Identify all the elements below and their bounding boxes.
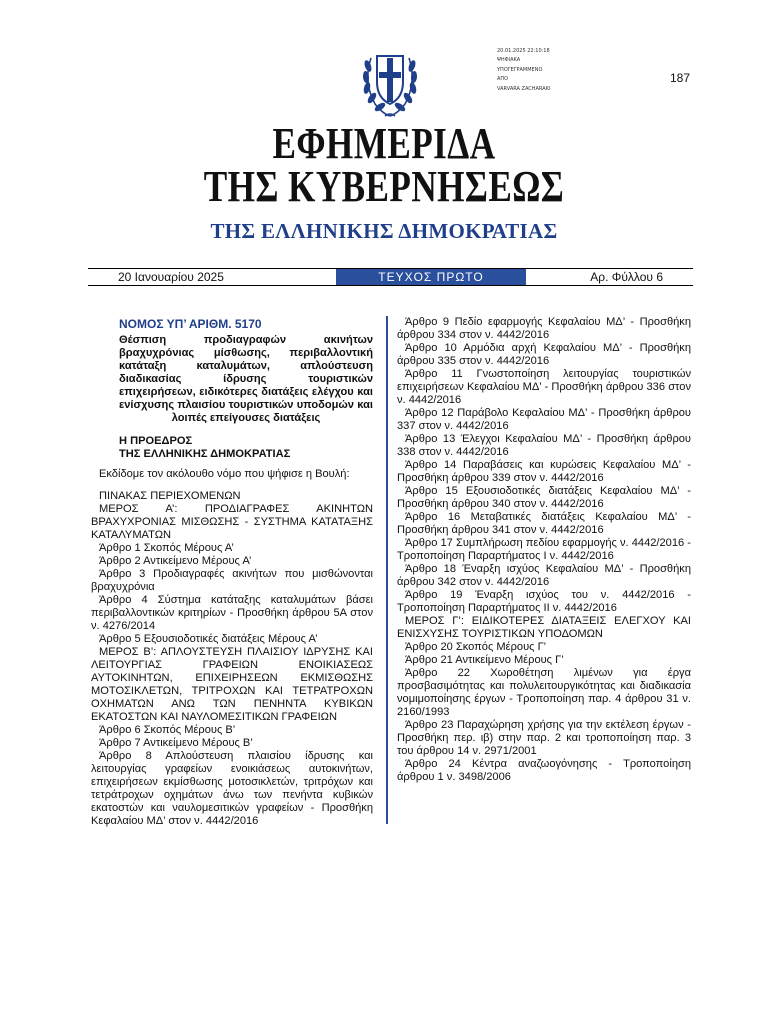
toc-entry: Άρθρο 13 Έλεγχοι Κεφαλαίου ΜΔ’ - Προσθήκη άρθρου 338 στον ν. 4442/2016: [397, 433, 691, 458]
toc-entry: ΜΕΡΟΣ Β’: ΑΠΛΟΥΣΤΕΥΣΗ ΠΛΑΙΣΙΟΥ ΙΔΡΥΣΗΣ ΚΑΙ ΛΕΙΤΟΥΡΓΙΑΣ ΓΡΑΦΕΙΩΝ ΕΝΟΙΚΙΑΣΕΩΣ ΑΥΤΟΚΙΝΗΤΩΝ, ΕΠΙΧΕΙΡΗΣΕΩΝ ΕΚΜΙΣΘΩΣΗΣ ΜΟΤΟΣΙΚΛΕΤΩΝ, ΤΡΙΤΡΟΧΩΝ ΚΑΙ ΤΕΤΡΑΤΡΟΧΩΝ ΟΧΗΜΑΤΩΝ ΑΝΩ ΤΩΝ ΠΕΝΗΝΤΑ ΚΥΒΙΚΩΝ ΕΚΑΤΟΣΤΩΝ ΚΑΙ ΝΑΥΛΟΜΕΣΙΤΙΚΩΝ ΓΡΑΦΕΙΩΝ: [91, 646, 373, 723]
law-description: Θέσπιση προδιαγραφών ακινήτων βραχυχρόνιας μίσθωσης, περιβαλλοντική κατάταξη καταλυμάτων, απλούστευση διαδικασίας ίδρυσης τουριστικών επιχειρήσεων, ειδικότερες διατάξεις ελέγχου και ενίσχυσης πλαισίου τουριστικών υποδομών και λοιπές επείγουσες διατάξεις: [119, 334, 373, 424]
toc-entry: Άρθρο 18 Έναρξη ισχύος Κεφαλαίου ΜΔ’ - Προσθήκη άρθρου 342 στον ν. 4442/2016: [397, 563, 691, 588]
page-number: 187: [670, 71, 691, 85]
enactment-formula: Εκδίδομε τον ακόλουθο νόμο που ψήφισε η Βουλή:: [99, 468, 350, 480]
toc-entry: Άρθρο 12 Παράβολο Κεφαλαίου ΜΔ’ - Προσθήκη άρθρου 337 στον ν. 4442/2016: [397, 407, 691, 432]
toc-entry: Άρθρο 21 Αντικείμενο Μέρους Γ’: [405, 654, 564, 666]
signature-line: ΨΗΦΙΑΚΑ: [497, 57, 521, 64]
signature-signer: VARVARA ZACHARAKI: [497, 85, 551, 92]
law-title: ΝΟΜΟΣ ΥΠ’ ΑΡΙΘΜ. 5170: [119, 317, 262, 331]
issue-series: ΤΕΥΧΟΣ ΠΡΩΤΟ: [336, 269, 526, 285]
issue-bar: [88, 268, 693, 286]
masthead-title-line1: ΕΦΗΜΕΡΙΔΑ: [272, 119, 496, 168]
toc-entry: Άρθρο 16 Μεταβατικές διατάξεις Κεφαλαίου ΜΔ’ - Προσθήκη άρθρου 341 στον ν. 4442/2016: [397, 511, 691, 536]
toc-entry: Άρθρο 23 Παραχώρηση χρήσης για την εκτέλεση έργων - Προσθήκη περ. ιβ) στην παρ. 2 και τροποποίηση παρ. 3 του άρθρου 14 ν. 2971/2001: [397, 719, 691, 757]
toc-entry: Άρθρο 22 Χωροθέτηση λιμένων για έργα προσβασιμότητας και πολυλειτουργικότητας και διαδικασία νομιμοποίησης έργων - Τροποποίηση παρ. 4 άρθρου 31 ν. 2160/1993: [397, 667, 691, 718]
toc-entry: Άρθρο 2 Αντικείμενο Μέρους Α’: [99, 555, 252, 567]
masthead-title-line2: ΤΗΣ ΚΥΒΕΡΝΗΣΕΩΣ: [203, 162, 565, 211]
toc-entry: ΜΕΡΟΣ Α’: ΠΡΟΔΙΑΓΡΑΦΕΣ ΑΚΙΝΗΤΩΝ ΒΡΑΧΥΧΡΟΝΙΑΣ ΜΙΣΘΩΣΗΣ - ΣΥΣΤΗΜΑ ΚΑΤΑΤΑΞΗΣ ΚΑΤΑΛΥΜΑΤΩΝ: [91, 503, 373, 541]
toc-entry: Άρθρο 9 Πεδίο εφαρμογής Κεφαλαίου ΜΔ’ - Προσθήκη άρθρου 334 στον ν. 4442/2016: [397, 316, 691, 341]
toc-entry: Άρθρο 8 Απλούστευση πλαισίου ίδρυσης και λειτουργίας γραφείων ενοικιάσεως αυτοκινήτων, επιχειρήσεων εκμίσθωσης μοτοσικλετών, τριτρόχων και τετράτροχων οχημάτων άνω των πενήντα κυβικών εκατοστών και ναυλομεσιτικών γραφείων - Προσθήκη Κεφαλαίου ΜΔ’ στον ν. 4442/2016: [91, 750, 373, 827]
digital-signature-stamp: [497, 47, 550, 94]
toc-entry: ΜΕΡΟΣ Γ’: ΕΙΔΙΚΟΤΕΡΕΣ ΔΙΑΤΑΞΕΙΣ ΕΛΕΓΧΟΥ ΚΑΙ ΕΝΙΣΧΥΣΗΣ ΤΟΥΡΙΣΤΙΚΩΝ ΥΠΟΔΟΜΩΝ: [397, 615, 691, 640]
toc-entry: Άρθρο 24 Κέντρα αναζωογόνησης - Τροποποίηση άρθρου 1 ν. 3498/2006: [397, 758, 691, 783]
toc-entry: Άρθρο 1 Σκοπός Μέρους Α’: [99, 542, 234, 554]
toc-entry: Άρθρο 19 Έναρξη ισχύος του ν. 4442/2016 - Τροποποίηση Παραρτήματος ΙΙ ν. 4442/2016: [397, 589, 691, 614]
toc-entry: Άρθρο 4 Σύστημα κατάταξης καταλυμάτων βάσει περιβαλλοντικών κριτηρίων - Προσθήκη άρθρου 5Α στον ν. 4276/2014: [91, 594, 373, 632]
signature-line: ΥΠΟΓΕΓΡΑΜΜΕΝΟ: [497, 66, 543, 73]
issue-date: 20 Ιανουαρίου 2025: [118, 270, 224, 284]
toc-entry: Άρθρο 7 Αντικείμενο Μέρους Β’: [99, 737, 253, 749]
president-heading-line2: ΤΗΣ ΕΛΛΗΝΙΚΗΣ ΔΗΜΟΚΡΑΤΙΑΣ: [119, 448, 291, 460]
sheet-number: Αρ. Φύλλου 6: [590, 270, 663, 284]
toc-entry: Άρθρο 14 Παραβάσεις και κυρώσεις Κεφαλαίου ΜΔ’ - Προσθήκη άρθρου 339 στον ν. 4442/2016: [397, 459, 691, 484]
signature-timestamp: 20.01.2025 22:10:18: [497, 48, 550, 54]
signature-line: ΑΠΟ: [497, 76, 509, 83]
toc-title: ΠΙΝΑΚΑΣ ΠΕΡΙΕΧΟΜΕΝΩΝ: [99, 490, 241, 502]
toc-entry: Άρθρο 20 Σκοπός Μέρους Γ’: [405, 641, 547, 653]
right-column: [397, 316, 691, 784]
column-divider: [386, 316, 388, 824]
toc-entry: Άρθρο 15 Εξουσιοδοτικές διατάξεις Κεφαλαίου ΜΔ’ - Προσθήκη άρθρου 340 στον ν. 4442/2016: [397, 485, 691, 510]
toc-entry: Άρθρο 6 Σκοπός Μέρους Β’: [99, 724, 236, 736]
masthead-subtitle: ΤΗΣ ΕΛΛΗΝΙΚΗΣ ΔΗΜΟΚΡΑΤΙΑΣ: [210, 219, 558, 243]
toc-entry: Άρθρο 11 Γνωστοποίηση λειτουργίας τουριστικών επιχειρήσεων Κεφαλαίου ΜΔ’ - Προσθήκη άρθρου 336 στον ν. 4442/2016: [397, 368, 691, 406]
greek-coat-of-arms-emblem: [355, 44, 425, 120]
toc-entry: Άρθρο 10 Αρμόδια αρχή Κεφαλαίου ΜΔ’ - Προσθήκη άρθρου 335 στον ν. 4442/2016: [397, 342, 691, 367]
toc-entry: Άρθρο 5 Εξουσιοδοτικές διατάξεις Μέρους Α’: [99, 633, 318, 645]
left-column: [91, 316, 373, 828]
toc-entry: Άρθρο 3 Προδιαγραφές ακινήτων που μισθώνονται βραχυχρόνια: [91, 568, 373, 593]
toc-entry: Άρθρο 17 Συμπλήρωση πεδίου εφαρμογής ν. 4442/2016 - Τροποποίηση Παραρτήματος Ι ν. 4442/2016: [397, 537, 691, 562]
president-heading-line1: Η ΠΡΟΕΔΡΟΣ: [119, 435, 193, 447]
